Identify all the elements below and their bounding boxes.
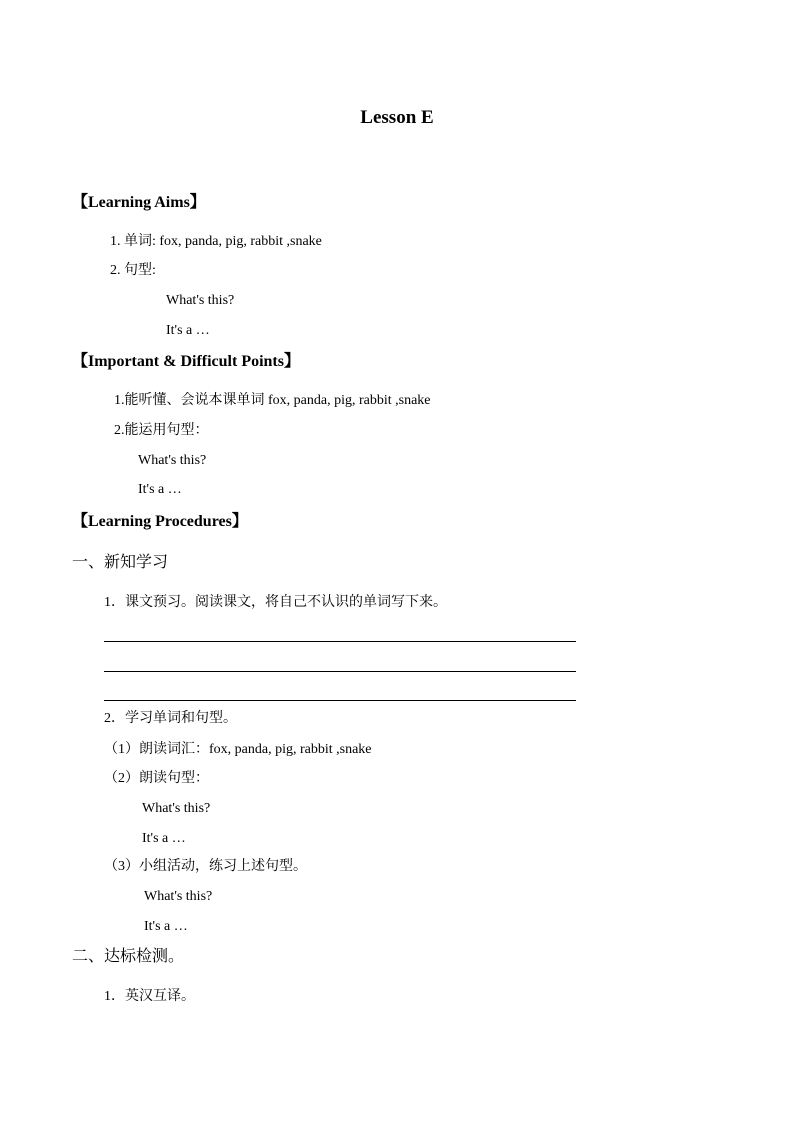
part-1-step-1: 1．课文预习。阅读课文，将自己不认识的单词写下来。 [104, 595, 447, 610]
learning-aims-question: What's this? [166, 293, 235, 308]
learning-aims-answer: It's a … [166, 323, 210, 338]
answer-line [104, 671, 576, 672]
part-1-step-2: 2．学习单词和句型。 [104, 711, 237, 726]
learning-aims-item-sentences: 2. 句型: [110, 263, 156, 278]
page-title: Lesson E [360, 107, 434, 128]
section-heading-learning-procedures: 【Learning Procedures】 [72, 513, 248, 530]
part-1-title: 一、新知学习 [72, 554, 169, 571]
part-1-sub-2: （2）朗读句型： [104, 771, 209, 786]
part-1-sub-2-question: What's this? [142, 801, 211, 816]
important-points-answer: It's a … [138, 482, 182, 497]
part-1-sub-3-question: What's this? [144, 889, 213, 904]
important-points-question: What's this? [138, 453, 207, 468]
section-heading-important-points: 【Important & Difficult Points】 [72, 353, 300, 370]
section-heading-learning-aims: 【Learning Aims】 [72, 194, 206, 211]
answer-line [104, 700, 576, 701]
part-1-sub-1: （1）朗读词汇：fox, panda, pig, rabbit ,snake [104, 742, 372, 757]
important-points-item-2: 2.能运用句型： [114, 423, 209, 438]
answer-line [104, 641, 576, 642]
part-1-sub-2-answer: It's a … [142, 831, 186, 846]
part-1-sub-3-answer: It's a … [144, 919, 188, 934]
part-2-step-1: 1．英汉互译。 [104, 989, 195, 1004]
part-1-sub-3: （3）小组活动，练习上述句型。 [104, 859, 307, 874]
part-2-title: 二、达标检测。 [72, 948, 185, 965]
important-points-item-1: 1.能听懂、会说本课单词 fox, panda, pig, rabbit ,snake [114, 393, 431, 408]
learning-aims-item-words: 1. 单词: fox, panda, pig, rabbit ,snake [110, 234, 322, 249]
